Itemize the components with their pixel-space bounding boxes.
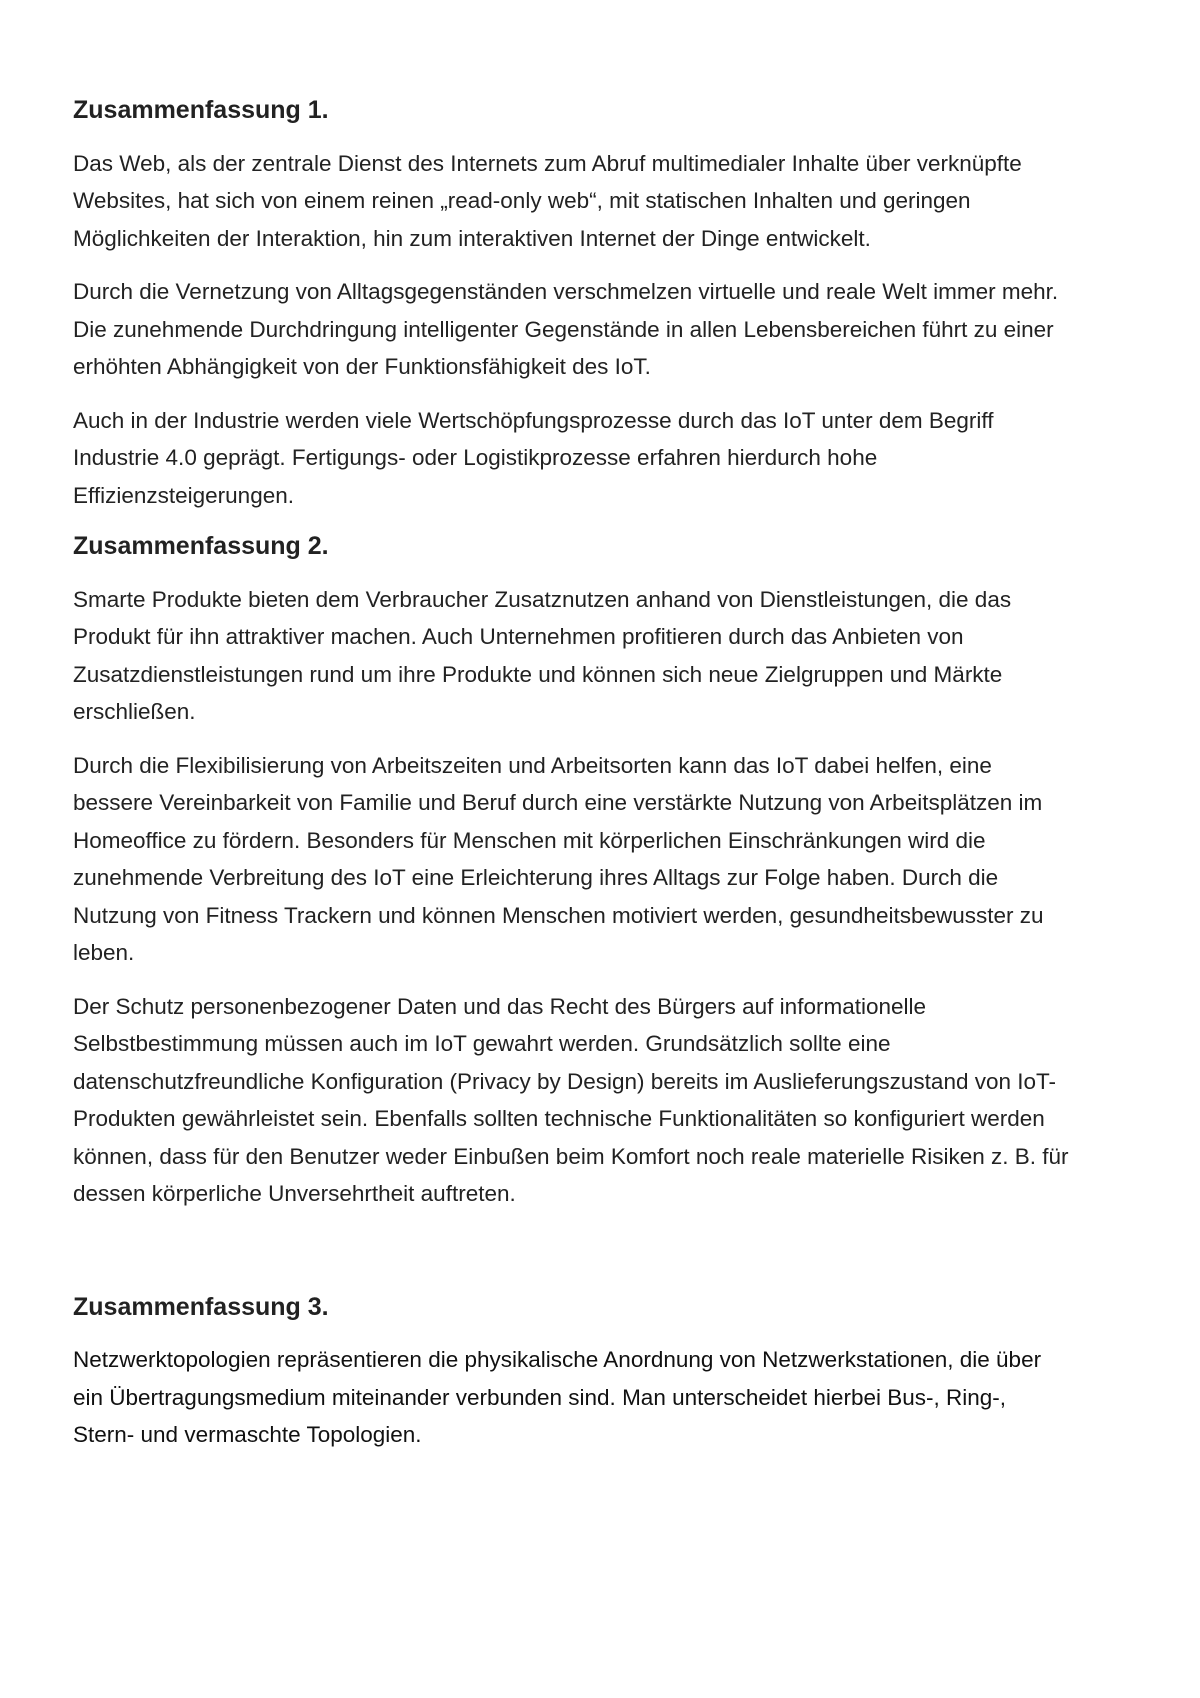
section-heading: Zusammenfassung 2. [73,532,329,560]
paragraph: Durch die Vernetzung von Alltagsgegenständen verschmelzen virtuelle und reale Welt immer mehr. Die zunehmende Durchdringung intelligenter Gegenstände in allen Lebensbereichen führt zu einer erhöhten Abhängigkeit von der Funktionsfähigkeit des IoT. [73,279,1059,379]
section-heading: Zusammenfassung 3. [73,1292,329,1321]
section-heading: Zusammenfassung 1. [73,96,329,124]
paragraph: Netzwerktopologien repräsentieren die physikalische Anordnung von Netzwerkstationen, die über ein Übertragungsmedium miteinander verbunden sind. Man unterscheidet hierbei Bus-, Ring-, Stern- und vermaschte Topologien. [73,1347,1042,1447]
paragraph: Das Web, als der zentrale Dienst des Internets zum Abruf multimedialer Inhalte über verknüpfte Websites, hat sich von einem reinen „read-only web“, mit statischen Inhalten und geringen Möglichkeiten der Interaktion, hin zum interaktiven Internet der Dinge entwickelt. [73,150,1022,251]
paragraph: Der Schutz personenbezogener Daten und das Recht des Bürgers auf informationelle Selbstbestimmung müssen auch im IoT gewahrt werden. Grundsätzlich sollte eine datenschutzfreundliche Konfiguration (Privacy by Design) bereits im Auslieferungszustand von IoT-Produkten gewährleistet sein. Ebenfalls sollten technische Funktionalitäten so konfiguriert werden können, dass für den Benutzer weder Einbußen beim Komfort noch reale materielle Risiken z. B. für dessen körperliche Unversehrtheit auftreten. [73,993,1069,1206]
document-content [73,94,1073,1470]
section-summary-3 [73,1291,1073,1454]
section-summary-2 [73,530,1073,1213]
section-summary-1 [73,94,1073,514]
paragraph: Smarte Produkte bieten dem Verbraucher Zusatznutzen anhand von Dienstleistungen, die das Produkt für ihn attraktiver machen. Auch Unternehmen profitieren durch das Anbieten von Zusatzdienstleistungen rund um ihre Produkte und können sich neue Zielgruppen und Märkte erschließen. [73,586,1012,724]
paragraph: Auch in der Industrie werden viele Wertschöpfungsprozesse durch das IoT unter dem Begriff Industrie 4.0 geprägt. Fertigungs- oder Logistikprozesse erfahren hierdurch hohe Effizienzsteigerungen. [73,407,994,508]
paragraph: Durch die Flexibilisierung von Arbeitszeiten und Arbeitsorten kann das IoT dabei helfen, eine bessere Vereinbarkeit von Familie und Beruf durch eine verstärkte Nutzung von Arbeitsplätzen im Homeoffice zu fördern. Besonders für Menschen mit körperlichen Einschränkungen wird die zunehmende Verbreitung des IoT eine Erleichterung ihres Alltags zur Folge haben. Durch die Nutzung von Fitness Trackern und können Menschen motiviert werden, gesundheitsbewusster zu leben. [73,752,1044,965]
